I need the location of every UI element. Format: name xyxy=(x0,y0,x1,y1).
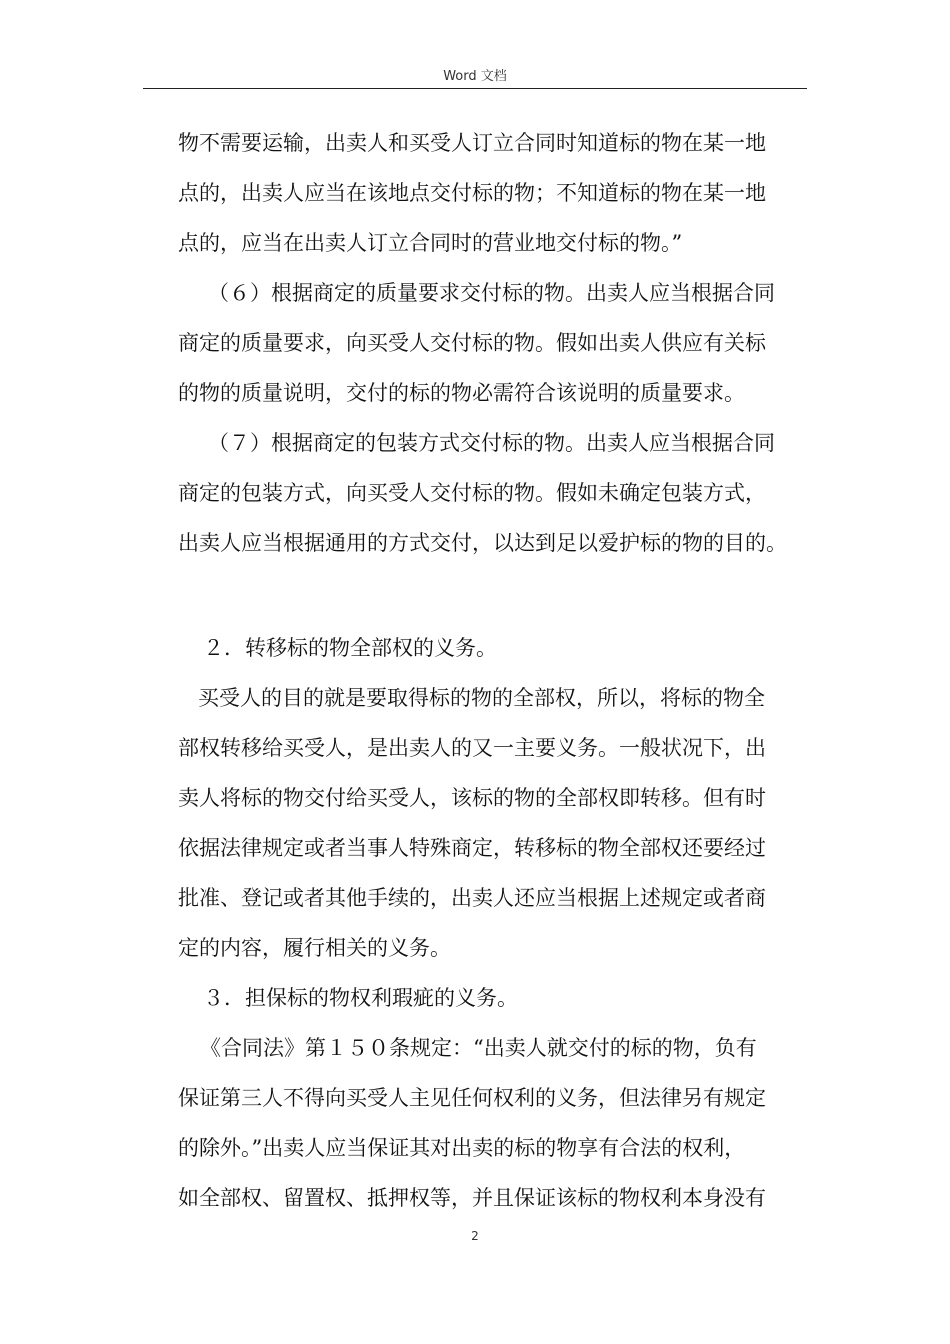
page-number: 2 xyxy=(471,1229,479,1243)
text-line: （６）根据商定的质量要求交付标的物。出卖人应当根据合同 xyxy=(208,281,775,305)
text-line: 的物的质量说明，交付的标的物必需符合该说明的质量要求。 xyxy=(178,381,745,405)
text-line: 商定的包装方式，向买受人交付标的物。假如未确定包装方式， xyxy=(178,481,766,505)
text-line: 定的内容，履行相关的义务。 xyxy=(178,936,451,960)
text-line: 买受人的目的就是要取得标的物的全部权，所以，将标的物全 xyxy=(198,686,765,710)
header-divider xyxy=(143,88,807,89)
text-line: 保证第三人不得向买受人主见任何权利的义务，但法律另有规定 xyxy=(178,1086,766,1110)
text-line: 点的，出卖人应当在该地点交付标的物；不知道标的物在某一地 xyxy=(178,181,766,205)
text-line: 如全部权、留置权、抵押权等，并且保证该标的物权利本身没有 xyxy=(178,1186,766,1210)
text-line: 部权转移给买受人，是出卖人的又一主要义务。一般状况下，出 xyxy=(178,736,766,760)
header-title: Word 文档 xyxy=(443,69,507,84)
text-line: 卖人将标的物交付给买受人，该标的物的全部权即转移。但有时 xyxy=(178,786,766,810)
text-line: （７）根据商定的包装方式交付标的物。出卖人应当根据合同 xyxy=(208,431,775,455)
text-line: 商定的质量要求，向买受人交付标的物。假如出卖人供应有关标 xyxy=(178,331,766,355)
text-line: 批准、登记或者其他手续的，出卖人还应当根据上述规定或者商 xyxy=(178,886,766,910)
text-line: 点的，应当在出卖人订立合同时的营业地交付标的物。” xyxy=(178,231,683,255)
text-line: 的除外。”出卖人应当保证其对出卖的标的物享有合法的权利， xyxy=(178,1136,746,1160)
text-line: 出卖人应当根据通用的方式交付，以达到足以爱护标的物的目的。 xyxy=(178,531,787,555)
section-heading: ２．转移标的物全部权的义务。 xyxy=(203,636,497,660)
text-line: 《合同法》第１５０条规定：“出卖人就交付的标的物，负有 xyxy=(200,1036,757,1060)
text-line: 物不需要运输，出卖人和买受人订立合同时知道标的物在某一地 xyxy=(178,131,766,155)
section-heading: ３．担保标的物权利瑕疵的义务。 xyxy=(203,986,518,1010)
text-line: 依据法律规定或者当事人特殊商定，转移标的物全部权还要经过 xyxy=(178,836,766,860)
